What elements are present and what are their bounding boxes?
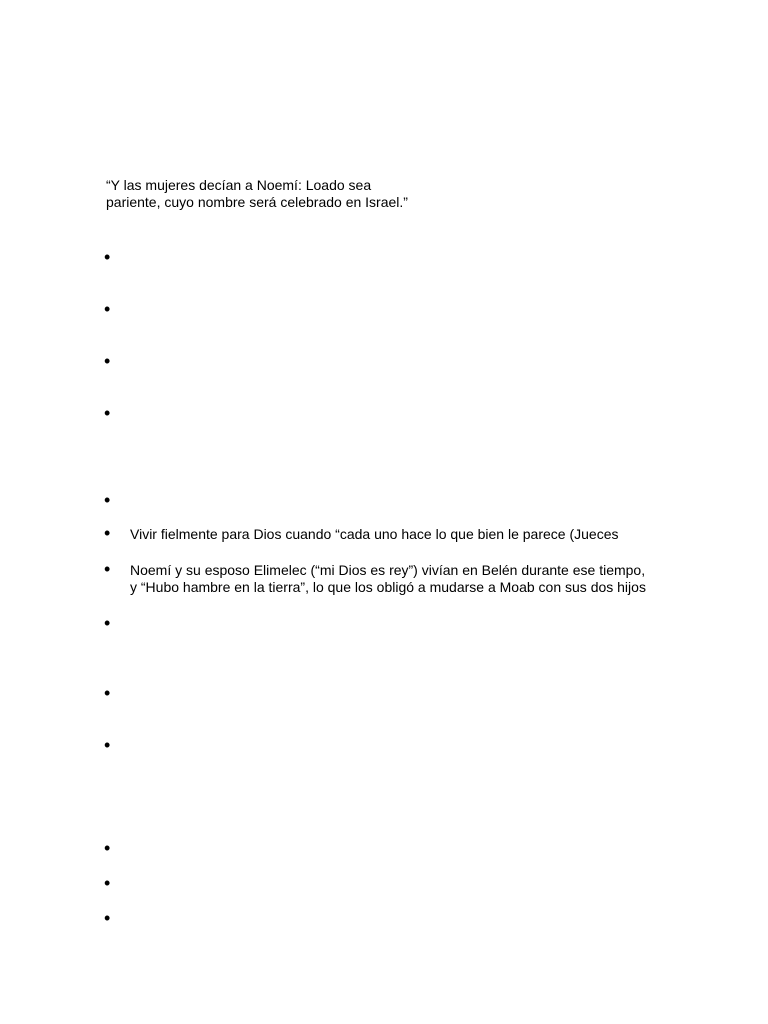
list-item-text (130, 526, 710, 543)
bullet-icon: • (104, 873, 111, 893)
quote-line-2: pariente, cuyo nombre será celebrado en Israel.” (106, 194, 408, 210)
bullet-icon: • (104, 559, 111, 579)
bullet-icon: • (104, 683, 111, 703)
bullet-icon: • (104, 403, 111, 423)
list-item-text (130, 562, 710, 596)
bullet-icon: • (104, 735, 111, 755)
bullet-icon: • (104, 490, 111, 510)
bullet-icon: • (104, 613, 111, 633)
bullet-icon: • (104, 351, 111, 371)
bullet-icon: • (104, 247, 111, 267)
list-item-line: Vivir fielmente para Dios cuando “cada uno hace lo que bien le parece (Jueces (130, 526, 619, 542)
list-item-line: y “Hubo hambre en la tierra”, lo que los obligó a mudarse a Moab con sus dos hijos (130, 579, 646, 595)
bullet-icon: • (104, 838, 111, 858)
opening-quote (106, 177, 666, 211)
bullet-icon: • (104, 523, 111, 543)
bullet-icon: • (104, 908, 111, 928)
bullet-icon: • (104, 299, 111, 319)
quote-line-1: “Y las mujeres decían a Noemí: Loado sea (106, 177, 372, 193)
list-item-line: Noemí y su esposo Elimelec (“mi Dios es rey”) vivían en Belén durante ese tiempo, (130, 562, 646, 578)
